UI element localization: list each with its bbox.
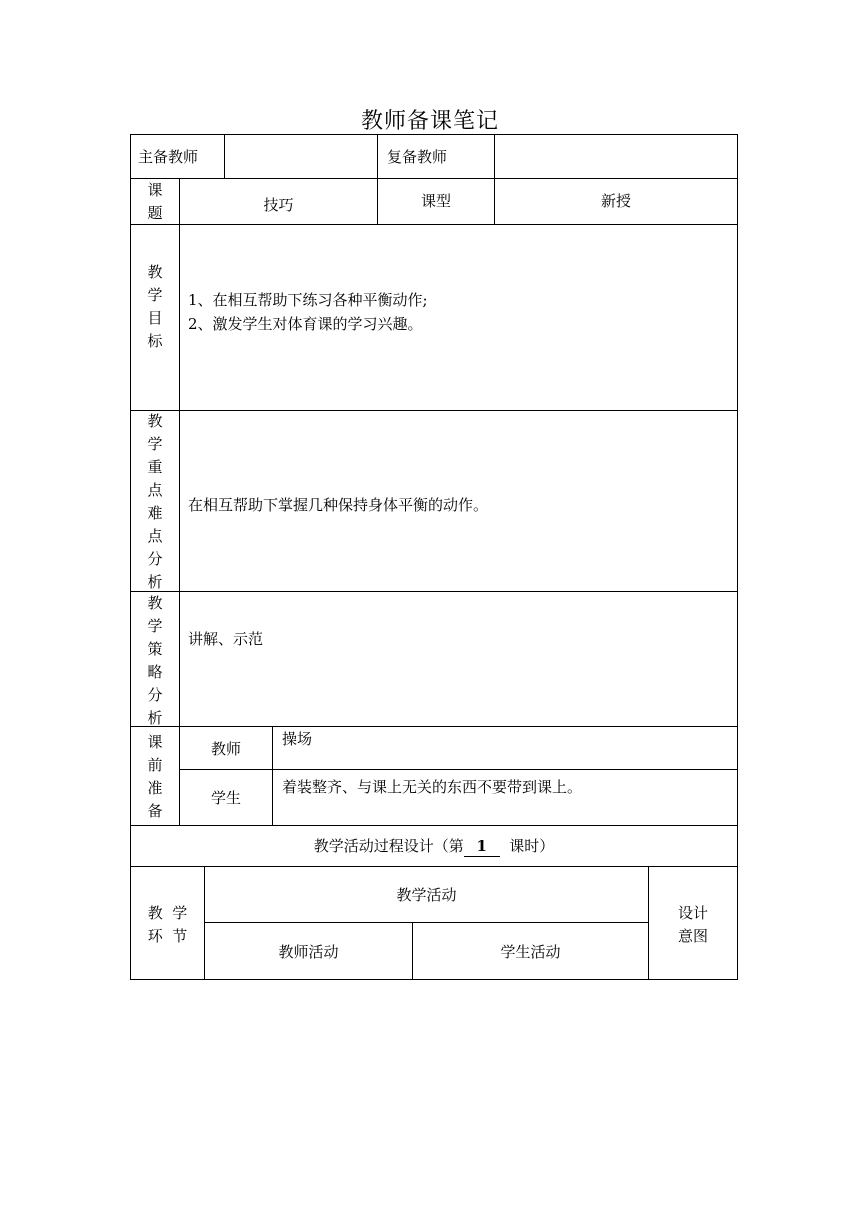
prep-student-value: 着装整齐、与课上无关的东西不要带到课上。	[282, 778, 583, 796]
preparation-label: 课 前 准 备	[147, 733, 163, 820]
page-title: 教师备课笔记	[360, 109, 499, 134]
review-teacher-label: 复备教师	[387, 148, 448, 166]
student-activity-label: 学生活动	[500, 943, 561, 961]
stage-label-line1: 教 学	[147, 904, 188, 922]
topic-label: 课 题	[147, 181, 163, 222]
design-label-line2: 意图	[677, 927, 708, 945]
process-heading: 教学活动过程设计（第 1 课时）	[313, 837, 555, 855]
strategy-label: 教 学 策 略 分 析	[147, 594, 163, 727]
objectives-label: 教 学 目 标	[147, 263, 163, 350]
objective-line-2: 2、激发学生对体育课的学习兴趣。	[188, 315, 423, 333]
lesson-type-value: 新授	[600, 192, 631, 210]
activity-label: 教学活动	[396, 886, 457, 904]
lesson-number: 1	[464, 836, 500, 857]
strategy-text: 讲解、示范	[188, 630, 264, 648]
main-teacher-label: 主备教师	[138, 148, 199, 166]
lesson-type-label: 课型	[420, 192, 451, 210]
stage-label-line2: 环 节	[147, 927, 188, 945]
teacher-activity-label: 教师活动	[278, 943, 339, 961]
prep-teacher-label: 教师	[210, 740, 241, 758]
key-points-label: 教 学 重 点 难 点 分 析	[147, 412, 163, 591]
prep-teacher-value: 操场	[282, 730, 313, 748]
key-points-text: 在相互帮助下掌握几种保持身体平衡的动作。	[188, 496, 489, 514]
topic-value: 技巧	[263, 196, 294, 214]
design-label-line1: 设计	[677, 904, 708, 922]
prep-student-label: 学生	[210, 789, 241, 807]
objective-line-1: 1、在相互帮助下练习各种平衡动作;	[188, 291, 428, 309]
